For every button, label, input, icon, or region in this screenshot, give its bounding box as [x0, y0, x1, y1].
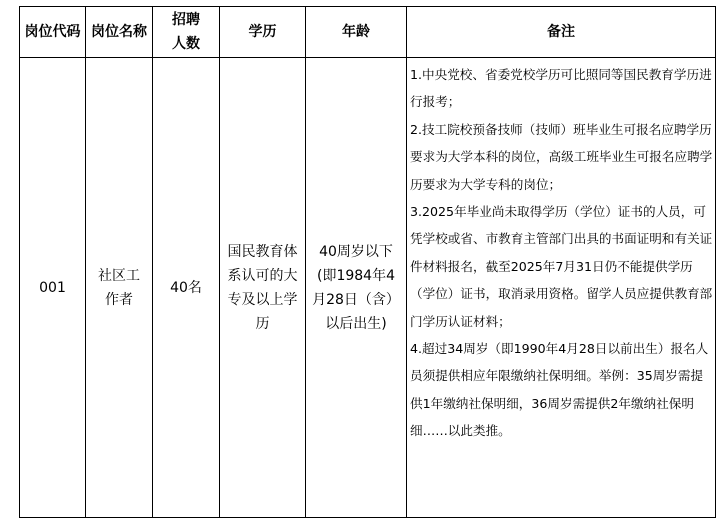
header-age: 年龄 [306, 7, 407, 58]
header-quota-line1: 招聘 [172, 12, 200, 28]
remark-item-2: 2.技工院校预备技师（技师）班毕业生可报名应聘学历要求为大学本科的岗位，高级工班毕业生可报名应聘学历要求为大学专科的岗位； [410, 121, 713, 192]
header-row [20, 7, 716, 58]
table-row [20, 58, 716, 518]
cell-remarks [407, 58, 716, 518]
remark-item-1: 1.中央党校、省委党校学历可比照同等国民教育学历进行报考； [410, 67, 712, 110]
cell-position-code: 001 [20, 58, 86, 518]
header-remarks: 备注 [407, 7, 716, 58]
cell-position-name: 社区工作者 [86, 58, 153, 518]
header-position-name: 岗位名称 [86, 7, 153, 58]
cell-quota: 40名 [153, 58, 220, 518]
cell-education: 国民教育体系认可的大专及以上学历 [220, 58, 306, 518]
remark-item-4: 4.超过34周岁（即1990年4月28日以前出生）报名人员须提供相应年限缴纳社保明细。举例：35周岁需提供1年缴纳社保明细，36周岁需提供2年缴纳社保明细……以此类推。 [410, 341, 709, 439]
recruitment-table [19, 6, 716, 518]
header-position-code: 岗位代码 [20, 7, 86, 58]
remark-item-3: 3.2025年毕业尚未取得学历（学位）证书的人员，可凭学校或省、市教育主管部门出具的书面证明和有关证件材料报名，截至2025年7月31日仍不能提供学历（学位）证书，取消录用资格。留学人员应提供教育部门学历认证材料； [410, 204, 713, 329]
cell-age: 40周岁以下(即1984年4月28日（含）以后出生) [306, 58, 407, 518]
header-quota-line2: 人数 [172, 36, 200, 52]
header-quota [153, 7, 220, 58]
header-education: 学历 [220, 7, 306, 58]
